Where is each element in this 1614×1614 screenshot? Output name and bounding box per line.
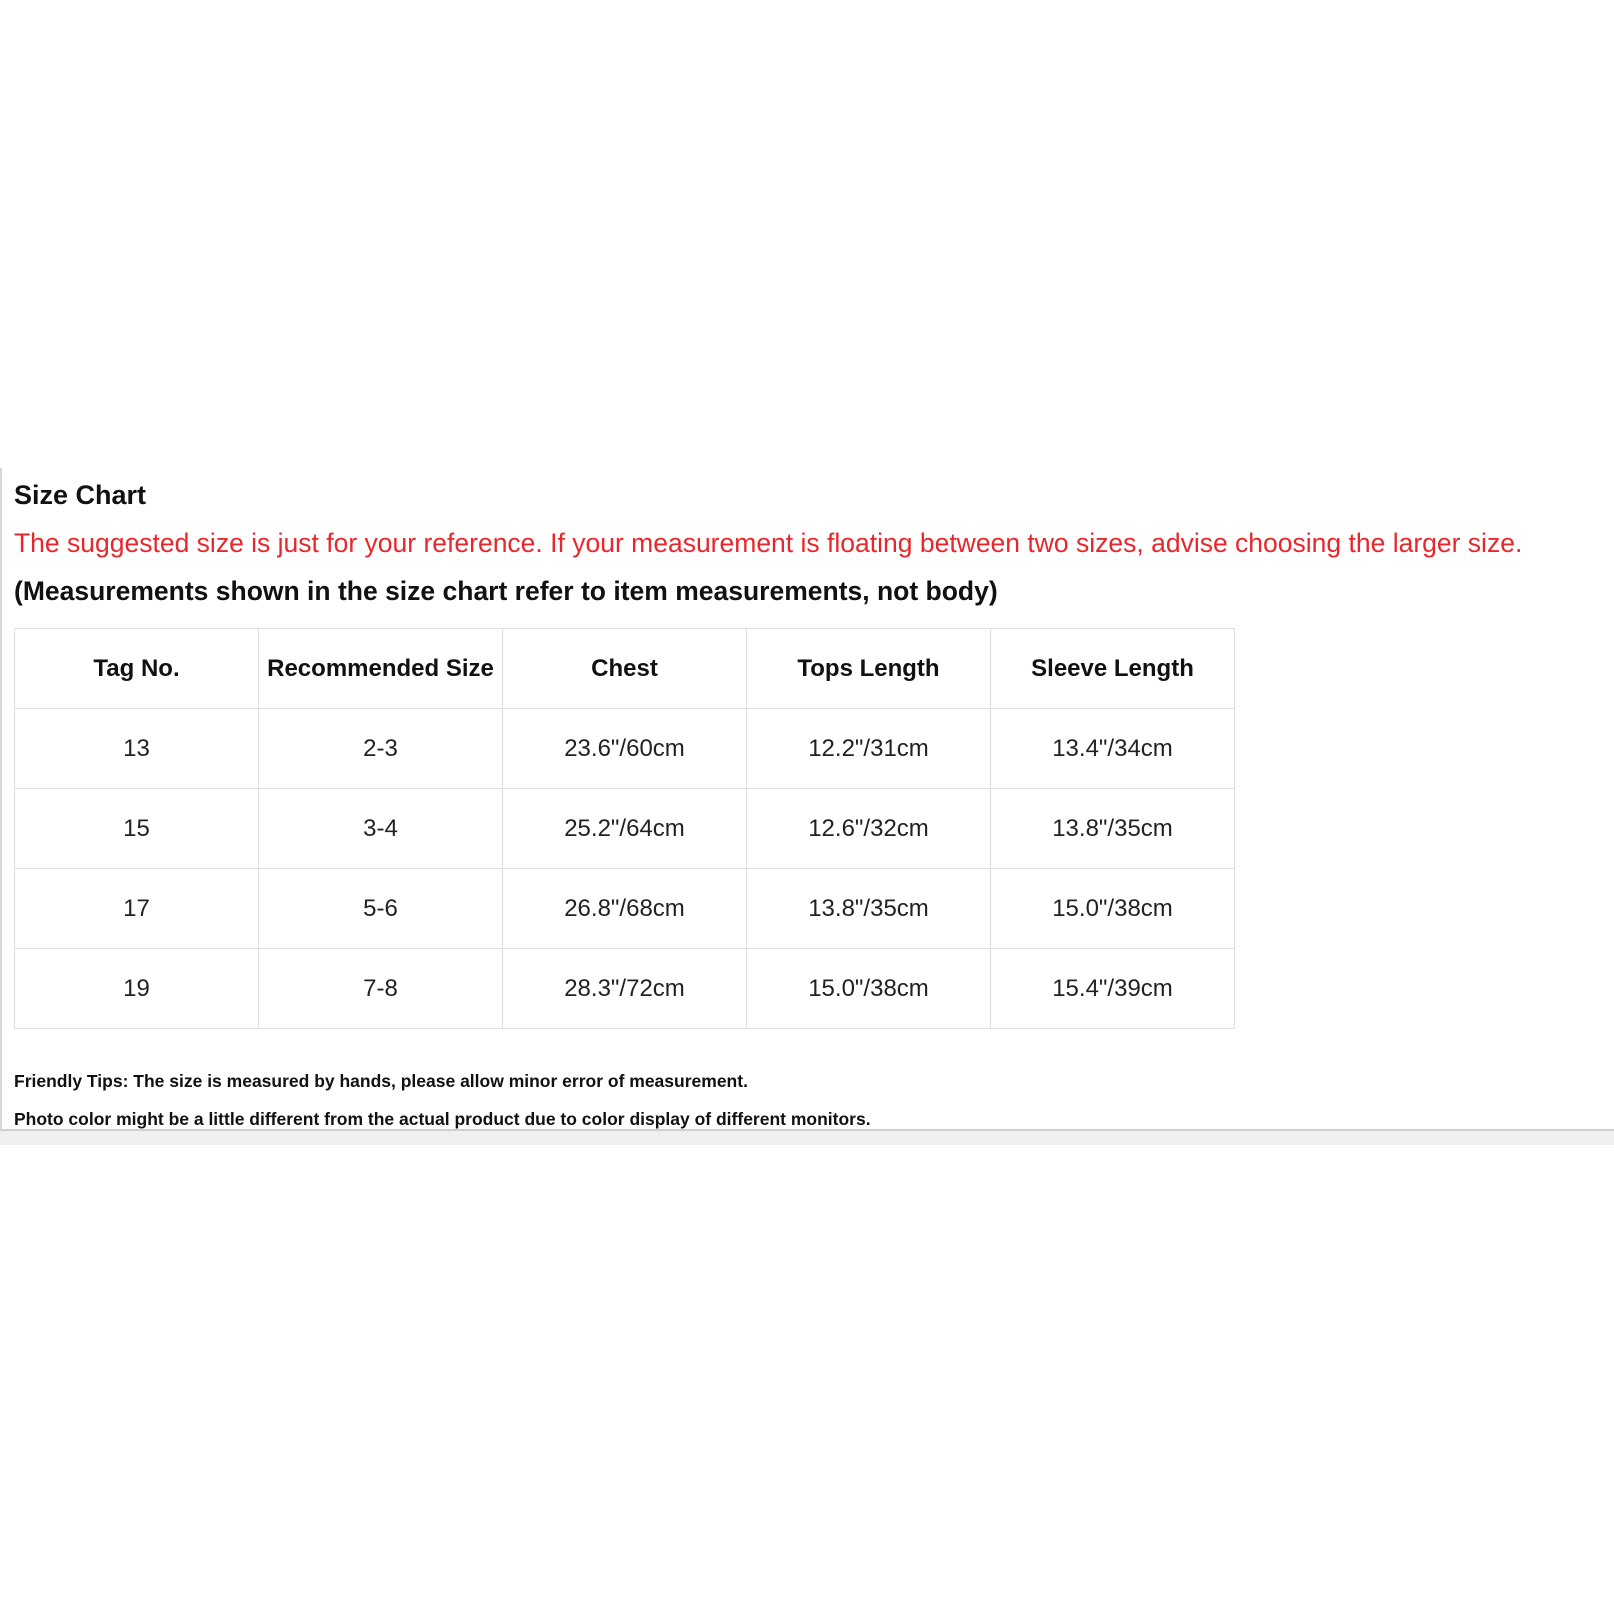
column-header-tops-length: Tops Length	[747, 629, 991, 709]
cell-tops-length: 12.6"/32cm	[747, 789, 991, 869]
cell-sleeve-length: 15.0"/38cm	[991, 869, 1235, 949]
cell-recommended-size: 3-4	[259, 789, 503, 869]
cell-chest: 28.3"/72cm	[503, 949, 747, 1029]
bottom-divider	[0, 1131, 1614, 1145]
column-header-recommended-size: Recommended Size	[259, 629, 503, 709]
table-header-row	[15, 629, 1235, 709]
table-row	[15, 789, 1235, 869]
cell-chest: 25.2"/64cm	[503, 789, 747, 869]
column-header-chest: Chest	[503, 629, 747, 709]
size-chart-title: Size Chart	[14, 480, 147, 510]
cell-tag-no: 13	[15, 709, 259, 789]
cell-sleeve-length: 13.4"/34cm	[991, 709, 1235, 789]
cell-chest: 23.6"/60cm	[503, 709, 747, 789]
size-notice: The suggested size is just for your reference. If your measurement is floating between two sizes, advise choosing the larger size.	[14, 528, 1523, 558]
size-chart-panel	[0, 468, 1614, 1131]
cell-tops-length: 13.8"/35cm	[747, 869, 991, 949]
cell-tops-length: 12.2"/31cm	[747, 709, 991, 789]
measurement-note: (Measurements shown in the size chart refer to item measurements, not body)	[14, 576, 998, 606]
photo-color-tip: Photo color might be a little different from the actual product due to color display of different monitors.	[14, 1109, 871, 1129]
table-row	[15, 709, 1235, 789]
cell-sleeve-length: 15.4"/39cm	[991, 949, 1235, 1029]
friendly-tip: Friendly Tips: The size is measured by hands, please allow minor error of measurement.	[14, 1071, 748, 1091]
cell-recommended-size: 5-6	[259, 869, 503, 949]
cell-tag-no: 15	[15, 789, 259, 869]
cell-sleeve-length: 13.8"/35cm	[991, 789, 1235, 869]
size-table	[14, 628, 1235, 1029]
cell-tag-no: 17	[15, 869, 259, 949]
cell-recommended-size: 7-8	[259, 949, 503, 1029]
cell-recommended-size: 2-3	[259, 709, 503, 789]
cell-tag-no: 19	[15, 949, 259, 1029]
cell-tops-length: 15.0"/38cm	[747, 949, 991, 1029]
table-row	[15, 869, 1235, 949]
column-header-sleeve-length: Sleeve Length	[991, 629, 1235, 709]
table-row	[15, 949, 1235, 1029]
cell-chest: 26.8"/68cm	[503, 869, 747, 949]
column-header-tag-no: Tag No.	[15, 629, 259, 709]
